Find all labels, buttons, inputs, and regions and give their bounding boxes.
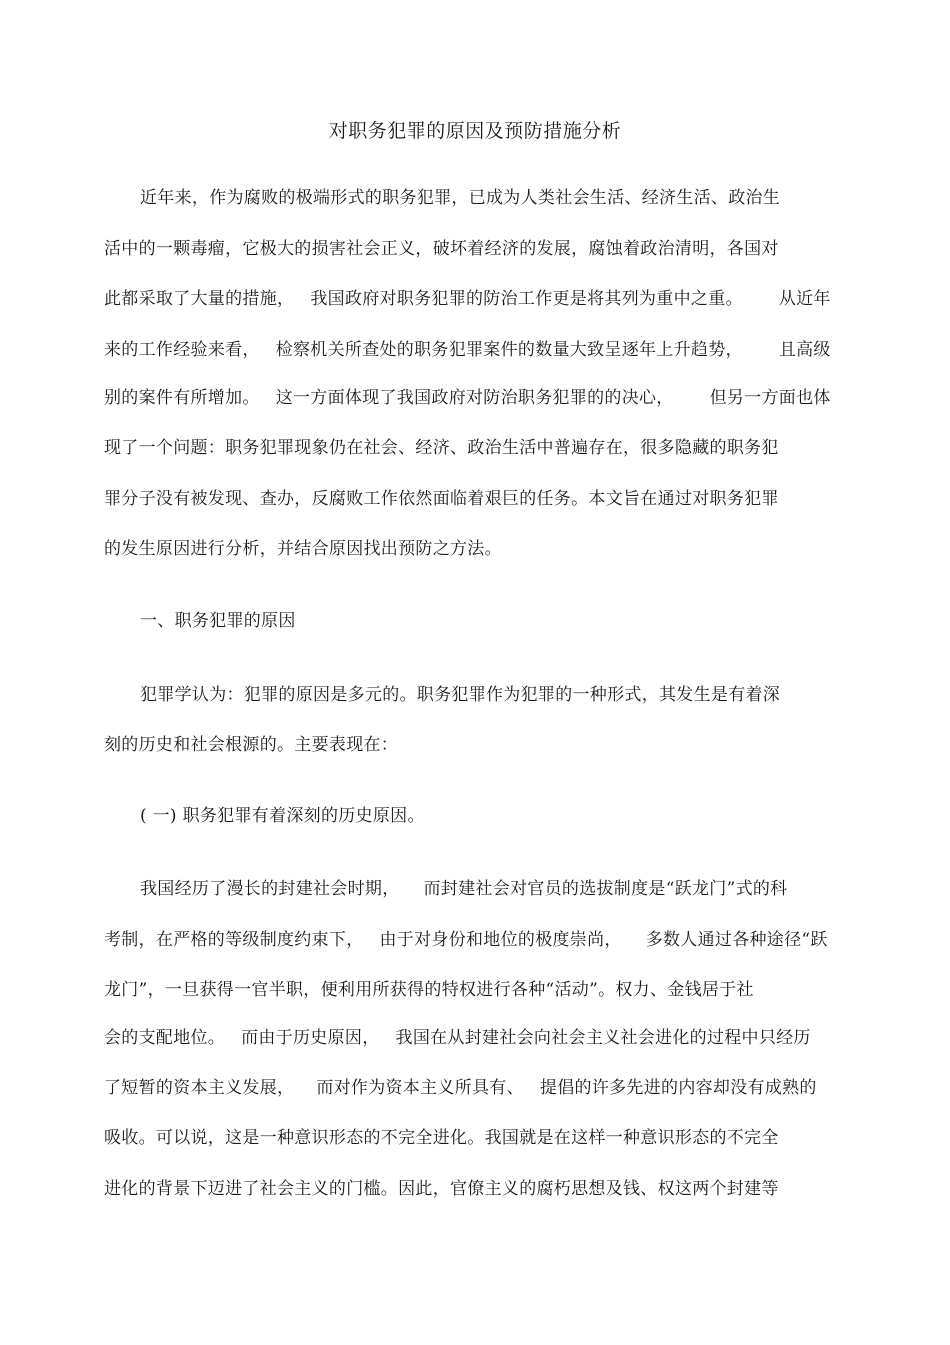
paragraph-line	[104, 487, 844, 511]
paragraph-line	[104, 928, 844, 952]
paragraph-line	[104, 1026, 844, 1050]
text-segment: ( 一) 职务犯罪有着深刻的历史原因。	[140, 806, 425, 826]
text-segment: 的发生原因进行分析，并结合原因找出预防之方法。	[104, 539, 502, 559]
text-segment: 我国经历了漫长的封建社会时期，	[140, 879, 400, 899]
paragraph-line	[104, 386, 844, 410]
text-segment: 但另一方面也体	[709, 388, 831, 408]
section-heading	[140, 609, 840, 633]
text-segment: 从近年	[778, 289, 831, 309]
subsection-heading	[140, 804, 840, 828]
paragraph-line	[104, 287, 844, 311]
paragraph-line	[104, 338, 844, 362]
paragraph-line	[104, 1076, 844, 1100]
text-segment: 会的支配地位。	[104, 1028, 226, 1048]
text-segment: 现了一个问题：职务犯罪现象仍在社会、经济、政治生活中普遍存在，很多隐藏的职务犯	[104, 438, 779, 458]
text-segment: 近年来，作为腐败的极端形式的职务犯罪，已成为人类社会生活、经济生活、政治生	[140, 188, 781, 208]
text-segment: 吸收。可以说，这是一种意识形态的不完全进化。我国就是在这样一种意识形态的不完全	[104, 1128, 779, 1148]
paragraph-line	[104, 1177, 844, 1201]
text-segment: 此都采取了大量的措施，	[104, 289, 295, 309]
paragraph-line	[104, 537, 844, 561]
text-segment: 多数人通过各种途径“跃	[645, 930, 828, 950]
paragraph-line	[104, 978, 844, 1002]
text-segment: 进化的背景下迈进了社会主义的门槛。因此，官僚主义的腐朽思想及钱、权这两个封建等	[104, 1179, 779, 1199]
document-title: 对职务犯罪的原因及预防措施分析	[328, 120, 622, 142]
text-segment: 活中的一颗毒瘤，它极大的损害社会正义，破坏着经济的发展，腐蚀着政治清明，各国对	[104, 239, 779, 259]
text-segment: 来的工作经验来看，	[104, 340, 260, 360]
paragraph-line	[104, 733, 844, 757]
text-segment: 且高级	[778, 340, 831, 360]
text-segment: 龙门”，一旦获得一官半职，便利用所获得的特权进行各种“活动”。权力、金钱居于社	[104, 980, 754, 1000]
paragraph-line	[140, 186, 840, 210]
text-segment: 我国政府对职务犯罪的防治工作更是将其列为重中之重。	[310, 289, 743, 309]
text-segment: 提倡的许多先进的内容却没有成熟的	[539, 1078, 817, 1098]
text-segment: 犯罪学认为：犯罪的原因是多元的。职务犯罪作为犯罪的一种形式，其发生是有着深	[140, 685, 781, 705]
text-segment: 而由于历史原因，	[241, 1028, 380, 1048]
text-segment: 检察机关所查处的职务犯罪案件的数量大致呈逐年上升趋势，	[275, 340, 743, 360]
text-segment: 我国在从封建社会向社会主义社会进化的过程中只经历	[395, 1028, 811, 1048]
paragraph-line	[140, 683, 840, 707]
paragraph-line	[104, 436, 844, 460]
text-segment: 一、职务犯罪的原因	[140, 611, 296, 631]
text-segment: 别的案件有所增加。	[104, 388, 260, 408]
text-segment: 而对作为资本主义所具有、	[316, 1078, 524, 1098]
text-segment: 而封建社会对官员的选拔制度是“跃龙门”式的科	[423, 879, 788, 899]
text-segment: 罪分子没有被发现、查办，反腐败工作依然面临着艰巨的任务。本文旨在通过对职务犯罪	[104, 489, 779, 509]
text-segment: 刻的历史和社会根源的。主要表现在：	[104, 735, 399, 755]
paragraph-line	[104, 1126, 844, 1150]
text-segment: 了短暂的资本主义发展，	[104, 1078, 295, 1098]
text-segment: 这一方面体现了我国政府对防治职务犯罪的的决心，	[275, 388, 674, 408]
text-segment: 由于对身份和地位的极度崇尚，	[379, 930, 622, 950]
paragraph-line	[104, 237, 844, 261]
text-segment: 考制，在严格的等级制度约束下，	[104, 930, 364, 950]
paragraph-line	[140, 877, 840, 901]
